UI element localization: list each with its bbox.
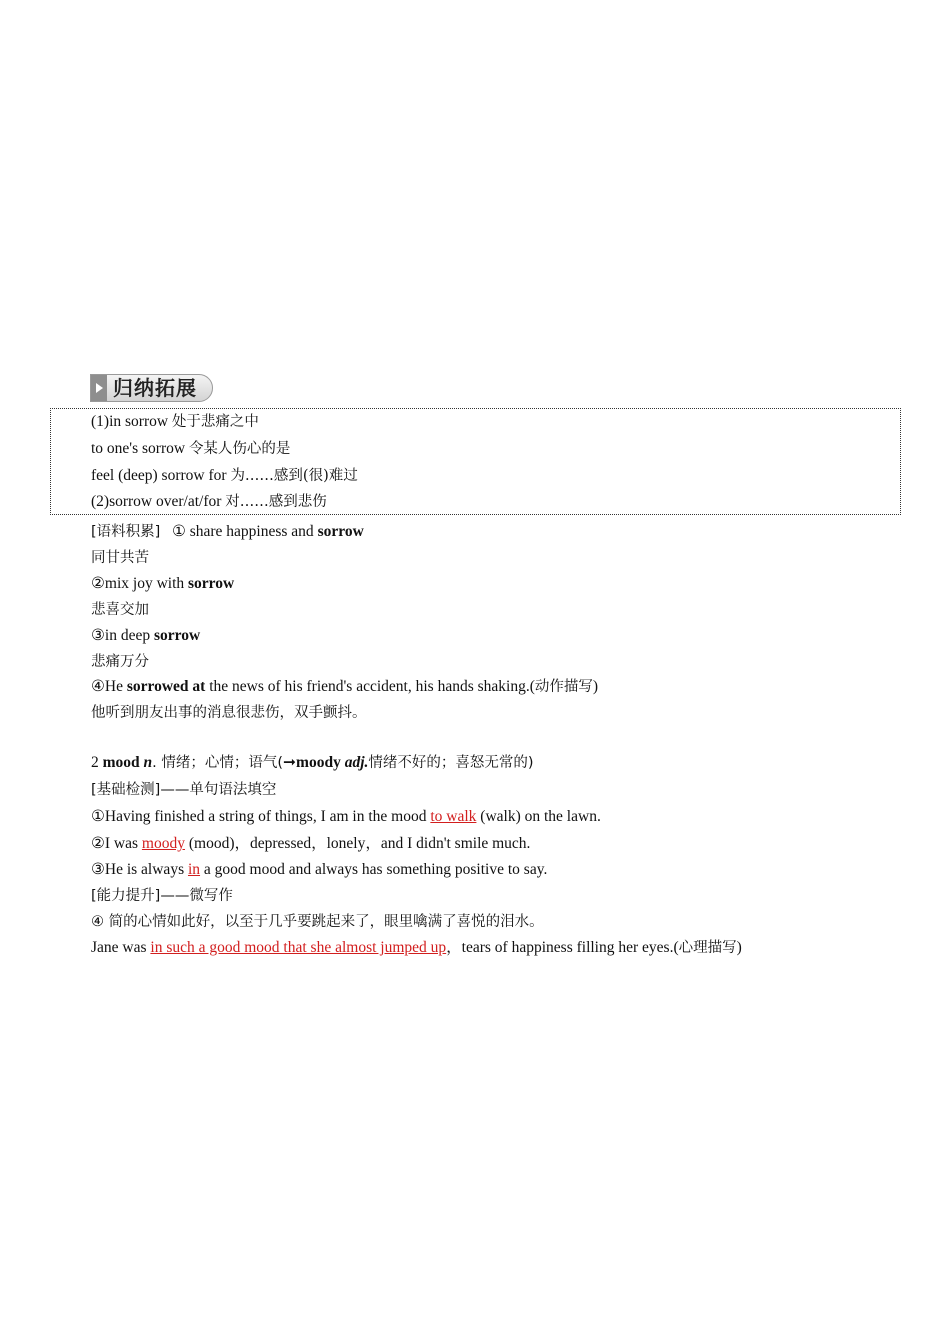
corpus-item-3-cn: 悲痛万分 bbox=[91, 654, 149, 670]
play-arrow-icon bbox=[91, 375, 107, 401]
corpus-item-1-cn: 同甘共苦 bbox=[91, 550, 149, 566]
corpus-item-2: ②mix joy with sorrow bbox=[91, 575, 235, 592]
entry-mood: 2 mood n. 情绪；心情；语气(➞moody adj.情绪不好的；喜怒无常的) bbox=[91, 754, 534, 771]
basic-check-heading: [基础检测]——单句语法填空 bbox=[91, 782, 277, 798]
basic-check-item-1: ①Having finished a string of things, I am in the mood to walk (walk) on the lawn. bbox=[91, 808, 601, 825]
ability-en-sentence: Jane was in such a good mood that she almost jumped up，tears of happiness filling her eyes.(心理描写) bbox=[91, 939, 742, 956]
corpus-item-3: ③in deep sorrow bbox=[91, 627, 201, 644]
corpus-item-2-cn: 悲喜交加 bbox=[91, 602, 149, 618]
expansion-line-1: (1)in sorrow 处于悲痛之中 bbox=[91, 413, 259, 430]
answer-4: in such a good mood that she almost jumped up bbox=[150, 939, 447, 956]
corpus-item-4-cn: 他听到朋友出事的消息很悲伤，双手颤抖。 bbox=[91, 705, 367, 721]
expansion-line-4: (2)sorrow over/at/for 对……感到悲伤 bbox=[91, 493, 327, 510]
corpus-tag: [语料积累] bbox=[91, 524, 161, 540]
section-heading: 归纳拓展 bbox=[113, 376, 197, 400]
answer-1: to walk bbox=[430, 808, 477, 825]
expansion-line-3: feel (deep) sorrow for 为……感到(很)难过 bbox=[91, 467, 358, 484]
corpus-item-1: [语料积累] ① share happiness and sorrow bbox=[91, 523, 364, 540]
basic-check-item-3: ③He is always in a good mood and always has something positive to say. bbox=[91, 861, 548, 878]
arrow-icon: ➞ bbox=[283, 754, 297, 771]
expansion-line-2: to one's sorrow 令某人伤心的是 bbox=[91, 440, 291, 457]
ability-cn-sentence: ④ 简的心情如此好，以至于几乎要跳起来了，眼里噙满了喜悦的泪水。 bbox=[91, 914, 544, 930]
answer-3: in bbox=[187, 861, 201, 878]
corpus-item-4: ④He sorrowed at the news of his friend's accident, his hands shaking.(动作描写) bbox=[91, 678, 599, 695]
basic-check-item-2: ②I was moody (mood)，depressed，lonely，and I didn't smile much. bbox=[91, 835, 531, 852]
answer-2: moody bbox=[141, 835, 185, 852]
ability-heading: [能力提升]——微写作 bbox=[91, 888, 233, 904]
section-heading-tab bbox=[90, 374, 213, 402]
